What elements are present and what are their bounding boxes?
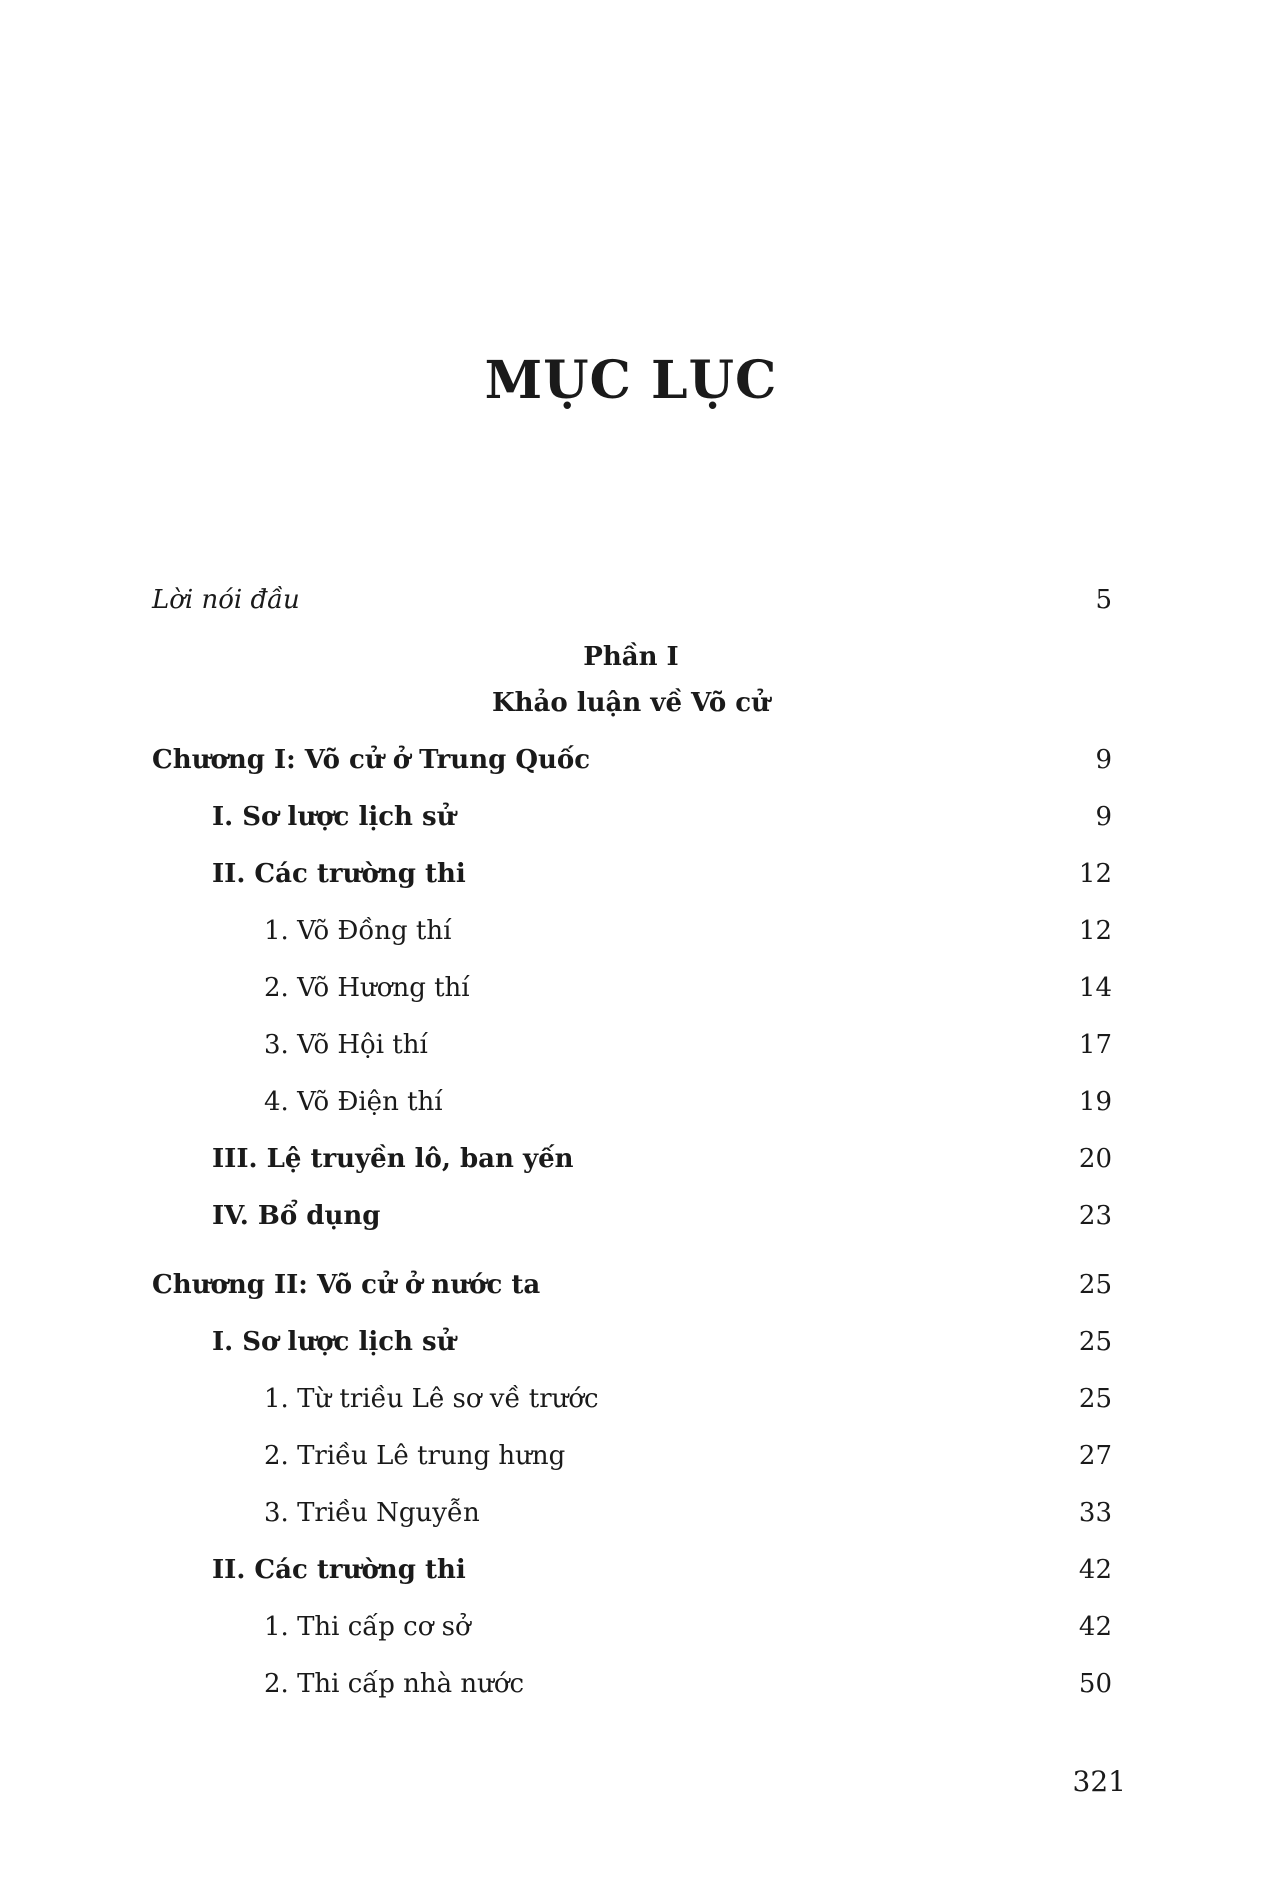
toc-item <box>152 1664 1112 1704</box>
part-number: Phần I <box>583 642 679 672</box>
toc-entry-label: 2. Thi cấp nhà nước <box>264 1669 525 1699</box>
toc-entry-page: 20 <box>1078 1144 1112 1174</box>
toc-entry-page: 23 <box>1078 1201 1112 1231</box>
toc-entry-label: IV. Bổ dụng <box>212 1201 381 1231</box>
toc-entry-page: 25 <box>1078 1270 1112 1300</box>
toc-entry-page: 27 <box>1078 1441 1112 1471</box>
toc-entry-preface <box>152 580 1112 620</box>
toc-item <box>152 1607 1112 1647</box>
toc-item <box>152 1082 1112 1122</box>
toc-entry-page: 9 <box>1095 745 1112 775</box>
toc-entry-label: 1. Thi cấp cơ sở <box>264 1612 471 1642</box>
toc-entry-label: 1. Võ Đồng thí <box>264 916 452 946</box>
toc-chapter <box>152 1265 1112 1305</box>
toc-entry-page: 25 <box>1078 1327 1112 1357</box>
toc-chapter <box>152 740 1112 780</box>
toc-item <box>152 911 1112 951</box>
toc-entry-page: 14 <box>1078 973 1112 1003</box>
toc-entry-label: III. Lệ truyền lô, ban yến <box>212 1144 574 1174</box>
toc-entry-page: 50 <box>1078 1669 1112 1699</box>
toc-entry-page: 42 <box>1078 1612 1112 1642</box>
toc-section <box>152 854 1112 894</box>
toc-entry-label: I. Sơ lược lịch sử <box>212 802 456 832</box>
toc-entry-page: 9 <box>1095 802 1112 832</box>
toc-entry-page: 33 <box>1078 1498 1112 1528</box>
toc-entry-label: Lời nói đầu <box>152 585 300 615</box>
toc-entry-page: 12 <box>1078 916 1112 946</box>
toc-item <box>152 1493 1112 1533</box>
toc-entry-label: 3. Võ Hội thí <box>264 1030 428 1060</box>
toc-section <box>152 1322 1112 1362</box>
toc-item <box>152 1379 1112 1419</box>
toc-item <box>152 1436 1112 1476</box>
toc-entry-label: II. Các trường thi <box>212 1555 466 1585</box>
toc-item <box>152 1025 1112 1065</box>
toc-entry-page: 5 <box>1095 585 1112 615</box>
toc-section <box>152 797 1112 837</box>
toc-entry-page: 25 <box>1078 1384 1112 1414</box>
toc-entry-page: 19 <box>1078 1087 1112 1117</box>
toc-entry-label: 4. Võ Điện thí <box>264 1087 443 1117</box>
page-title: MỤC LỤC <box>484 350 778 411</box>
toc-entry-page: 42 <box>1078 1555 1112 1585</box>
toc-entry-label: II. Các trường thi <box>212 859 466 889</box>
toc-section <box>152 1139 1112 1179</box>
toc-entry-label: 2. Triều Lê trung hưng <box>264 1441 566 1471</box>
toc-section <box>152 1550 1112 1590</box>
toc-item <box>152 968 1112 1008</box>
toc-entry-page: 12 <box>1078 859 1112 889</box>
toc-entry-label: 2. Võ Hương thí <box>264 973 470 1003</box>
part-title: Khảo luận về Võ cử <box>492 688 770 718</box>
toc-entry-label: Chương II: Võ cử ở nước ta <box>152 1270 541 1300</box>
toc-entry-label: 1. Từ triều Lê sơ về trước <box>264 1384 599 1414</box>
toc-entry-page: 17 <box>1078 1030 1112 1060</box>
toc-entry-label: 3. Triều Nguyễn <box>264 1498 480 1528</box>
toc-entry-label: Chương I: Võ cử ở Trung Quốc <box>152 745 591 775</box>
page-number: 321 <box>1072 1765 1126 1798</box>
toc-entry-label: I. Sơ lược lịch sử <box>212 1327 456 1357</box>
toc-section <box>152 1196 1112 1236</box>
